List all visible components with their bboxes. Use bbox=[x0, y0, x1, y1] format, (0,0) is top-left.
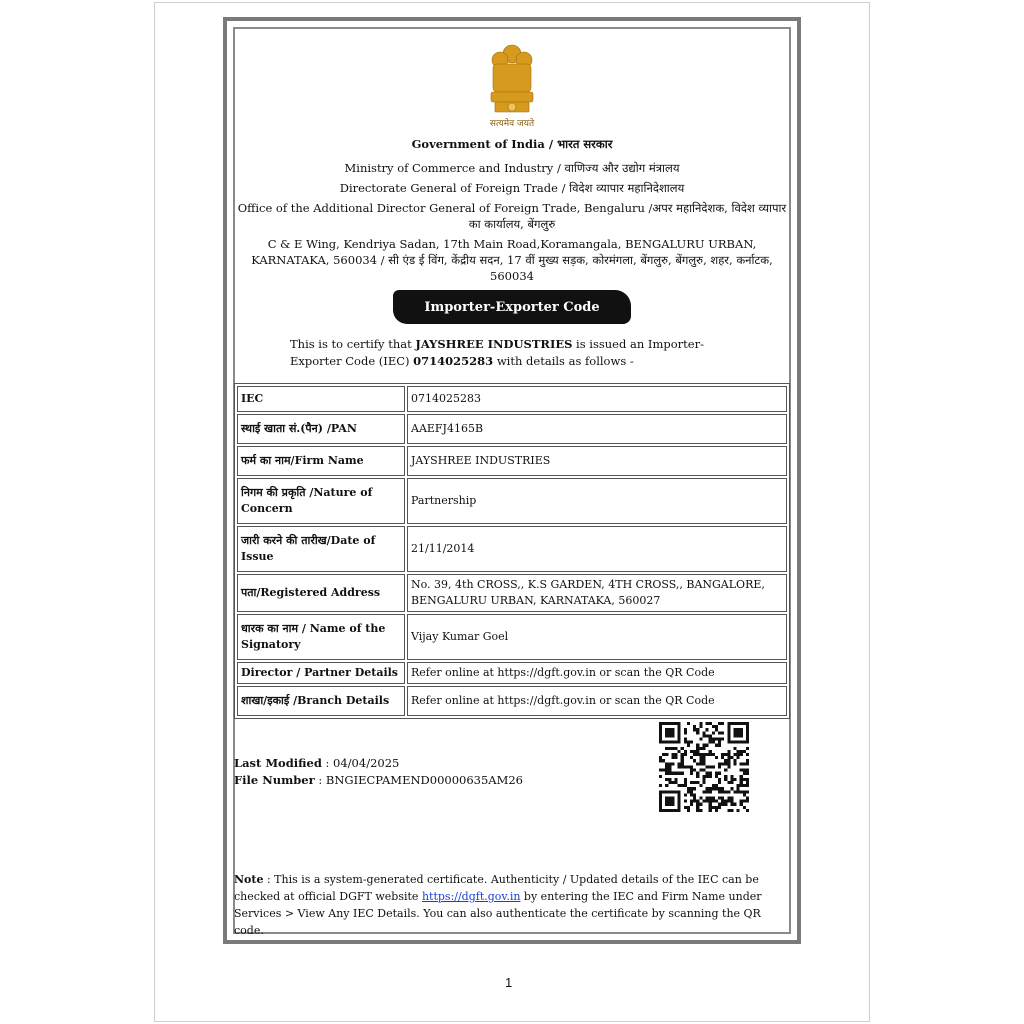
file-number: File Number : BNGIECPAMEND00000635AM26 bbox=[234, 773, 523, 787]
table-row bbox=[237, 686, 787, 716]
office-name: Office of the Additional Director General of Foreign Trade, Bengaluru /अपर महानिदेशक, विदेश व्यापार का कार्यालय, बेंगलुरु bbox=[237, 201, 787, 231]
certify-suffix: with details as follows - bbox=[493, 354, 634, 368]
row-value: JAYSHREE INDUSTRIES bbox=[407, 446, 787, 476]
note-text-1: : This is a system-generated certificate. Authenticity / Updated details of the IEC can be checked at official DGFT website bbox=[234, 873, 759, 903]
last-modified-label: Last Modified bbox=[234, 756, 322, 770]
row-label: पता/Registered Address bbox=[237, 574, 405, 612]
table-row bbox=[237, 662, 787, 684]
qr-code-icon[interactable] bbox=[658, 722, 750, 812]
table-row bbox=[237, 478, 787, 524]
certify-iec: 0714025283 bbox=[413, 354, 494, 368]
row-label: जारी करने की तारीख/Date of Issue bbox=[237, 526, 405, 572]
row-value: 21/11/2014 bbox=[407, 526, 787, 572]
file-number-label: File Number bbox=[234, 773, 315, 787]
table-row bbox=[237, 414, 787, 444]
certify-middle: is issued an Importer-Exporter Code (IEC) bbox=[290, 337, 704, 368]
row-value: Refer online at https://dgft.gov.in or scan the QR Code bbox=[407, 662, 787, 684]
row-label: फर्म का नाम/Firm Name bbox=[237, 446, 405, 476]
directorate-name: Directorate General of Foreign Trade / विदेश व्यापार महानिदेशालय bbox=[339, 181, 685, 195]
row-value: No. 39, 4th CROSS,, K.S GARDEN, 4TH CROSS,, BANGALORE, BENGALURU URBAN, KARNATAKA, 560027 bbox=[407, 574, 787, 612]
row-value: Vijay Kumar Goel bbox=[407, 614, 787, 660]
national-emblem-icon bbox=[483, 40, 541, 132]
office-address: C & E Wing, Kendriya Sadan, 17th Main Road,Koramangala, BENGALURU URBAN, KARNATAKA, 560034 / सी एंड ई विंग, केंद्रीय सदन, 17 वीं मुख्य सड़क, कोरमंगला, बेंगलुरु, बेंगलुरु, शहर, कर्नाटक, 560034 bbox=[251, 237, 773, 283]
iec-details-table bbox=[234, 383, 790, 719]
page-number: 1 bbox=[505, 975, 513, 990]
row-label: IEC bbox=[237, 386, 405, 412]
last-modified: Last Modified : 04/04/2025 bbox=[234, 756, 400, 770]
row-value: Refer online at https://dgft.gov.in or scan the QR Code bbox=[407, 686, 787, 716]
row-label: Director / Partner Details bbox=[237, 662, 405, 684]
authenticity-note bbox=[234, 871, 779, 939]
certify-firm: JAYSHREE INDUSTRIES bbox=[415, 337, 573, 351]
certificate-meta bbox=[234, 755, 523, 789]
emblem-motto: सत्यमेव जयते bbox=[489, 119, 535, 129]
table-row bbox=[237, 574, 787, 612]
table-row bbox=[237, 526, 787, 572]
certify-prefix: This is to certify that bbox=[290, 337, 416, 351]
table-row bbox=[237, 386, 787, 412]
row-value: Partnership bbox=[407, 478, 787, 524]
certificate-title: Importer-Exporter Code bbox=[393, 290, 631, 324]
row-value: 0714025283 bbox=[407, 386, 787, 412]
row-label: निगम की प्रकृति /Nature of Concern bbox=[237, 478, 405, 524]
row-label: स्थाई खाता सं.(पैन) /PAN bbox=[237, 414, 405, 444]
note-text-2: by entering the IEC and Firm Name under Services > View Any IEC Details. You can also authenticate the certificate by scanning the QR code. bbox=[234, 890, 762, 937]
file-number-value: BNGIECPAMEND00000635AM26 bbox=[325, 773, 523, 787]
last-modified-value: 04/04/2025 bbox=[333, 756, 400, 770]
ministry-name: Ministry of Commerce and Industry / वाणिज्य और उद्योग मंत्रालय bbox=[344, 161, 680, 175]
certify-statement bbox=[290, 336, 750, 370]
table-row bbox=[237, 446, 787, 476]
dgft-link[interactable]: https://dgft.gov.in bbox=[421, 890, 521, 903]
note-label: Note bbox=[234, 873, 264, 886]
row-value: AAEFJ4165B bbox=[407, 414, 787, 444]
government-title: Government of India / भारत सरकार bbox=[411, 137, 613, 151]
row-label: शाखा/इकाई /Branch Details bbox=[237, 686, 405, 716]
row-label: धारक का नाम / Name of the Signatory bbox=[237, 614, 405, 660]
table-row bbox=[237, 614, 787, 660]
